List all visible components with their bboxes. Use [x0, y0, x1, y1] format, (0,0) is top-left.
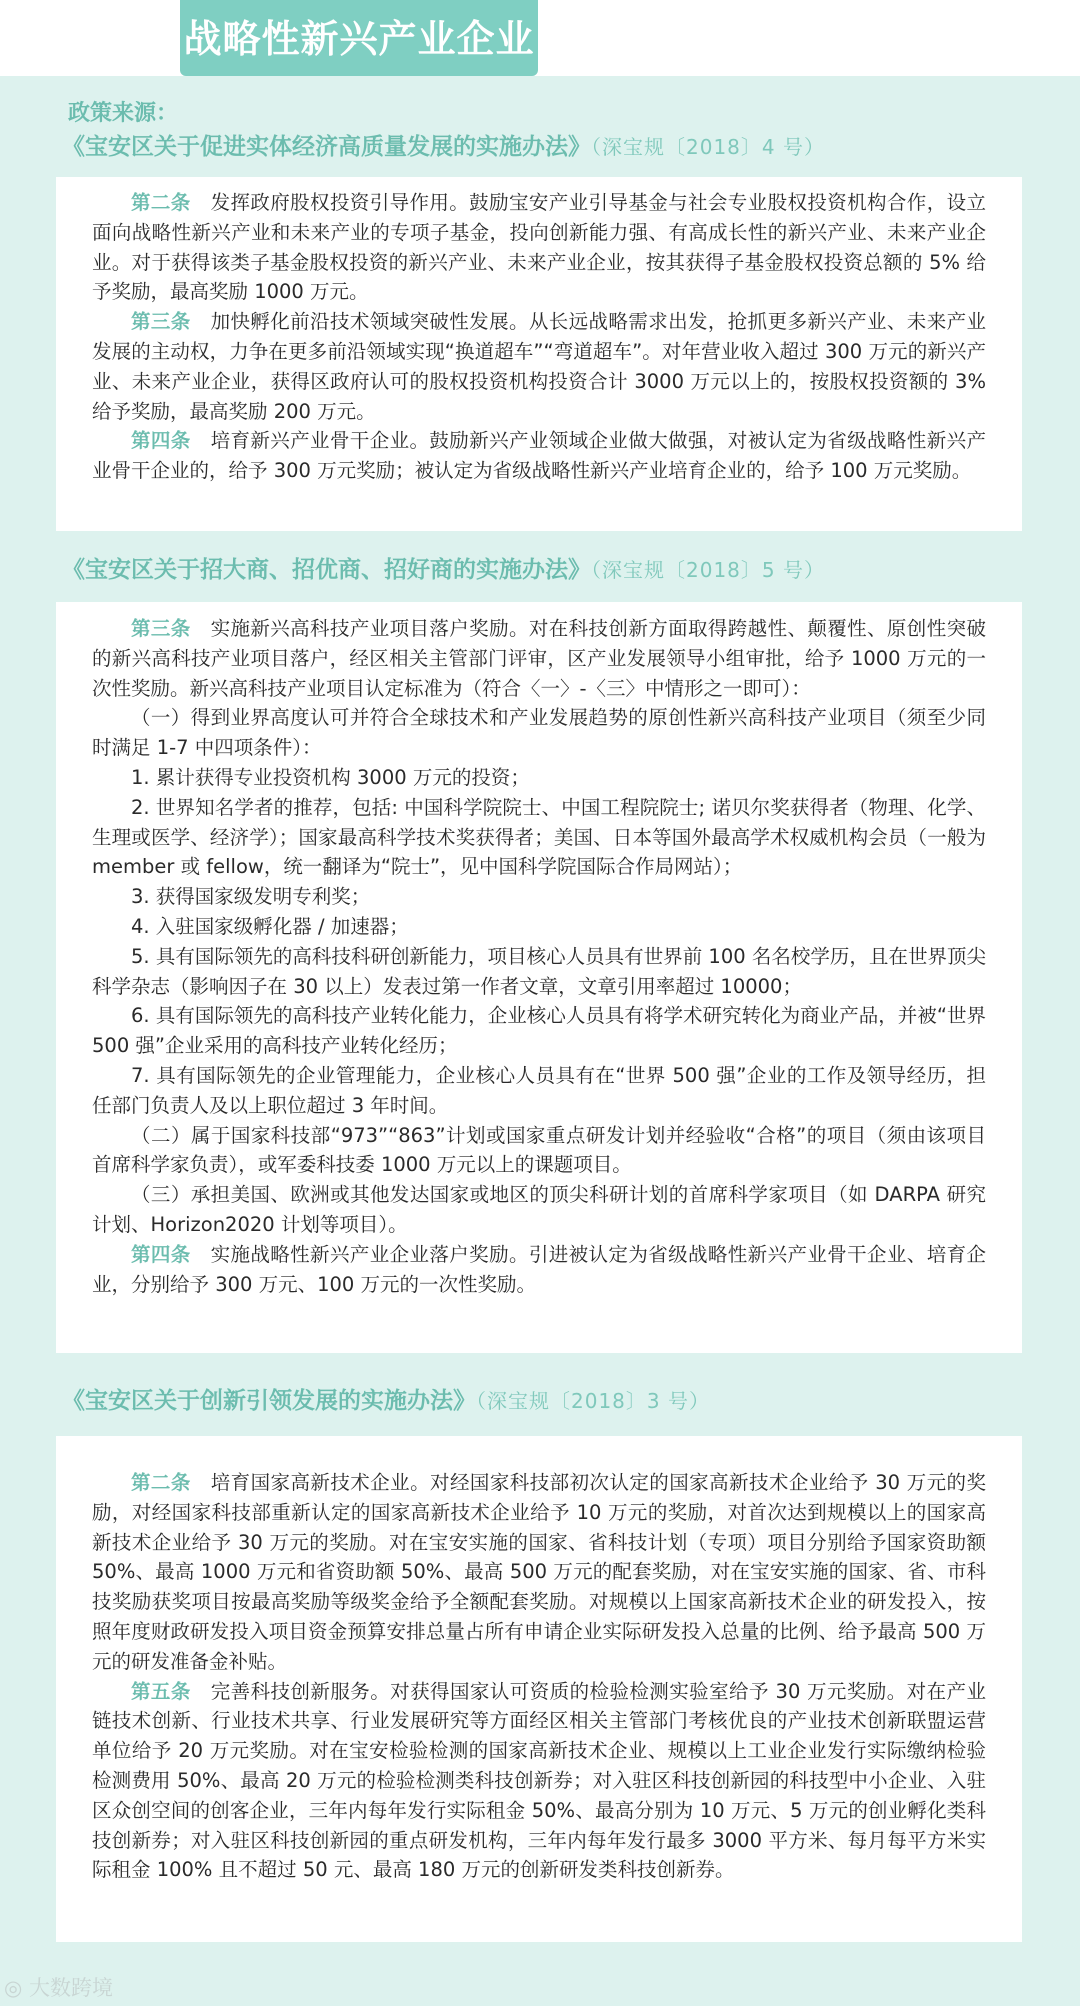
clause-text: 实施新兴高科技产业项目落户奖励。对在科技创新方面取得跨越性、颠覆性、原创性突破的新兴高科技产业项目落户，经区相关主管部门评审，区产业发展领导小组审批，给予 1000 万元的一次性奖励。新兴高科技产业项目认定标准为（符合〈一〉-〈三〉中情形之一即可）： [92, 617, 986, 700]
clause-item: 5. 具有国际领先的高科技科研创新能力，项目核心人员具有世界前 100 名名校学历，且在世界顶尖科学杂志（影响因子在 30 以上）发表过第一作者文章，文章引用率超过 10000； [92, 944, 986, 998]
clause-text: 实施战略性新兴产业企业落户奖励。引进被认定为省级战略性新兴产业骨干企业、培育企业，分别给予 300 万元、100 万元的一次性奖励。 [92, 1242, 986, 1296]
watermark-logo: ◎ 大数跨境 [4, 1976, 113, 2000]
article-label: 第二条 [131, 1471, 191, 1494]
article-label: 第四条 [131, 1242, 191, 1266]
clause [92, 1468, 986, 1677]
clause-item: （一）得到业界高度认可并符合全球技术和产业发展趋势的原创性新兴高科技产业项目（须至少同时满足 1-7 中四项条件）： [92, 706, 986, 760]
clause [92, 188, 986, 307]
clause [92, 1677, 986, 1886]
clause-item: 7. 具有国际领先的企业管理能力，企业核心人员具有在“世界 500 强”企业的工作及领导经历，担任部门负责人及以上职位超过 3 年时间。 [92, 1063, 986, 1117]
article-label: 第二条 [131, 191, 191, 214]
clause [92, 426, 986, 486]
policy-title-2 [62, 551, 825, 584]
clause-item: 2. 世界知名学者的推荐，包括: 中国科学院院士、中国工程院院士; 诺贝尔奖获得者（物理、化学、生理或医学、经济学）；国家最高科学技术奖获得者；美国、日本等国外最高学术权威机构会员（一般为 member 或 fellow，统一翻译为“院士”，见中国科学院国际合作局网站）； [92, 795, 986, 879]
clause-item: 6. 具有国际领先的高科技产业转化能力，企业核心人员具有将学术研究转化为商业产品，并被“世界 500 强”企业采用的高科技产业转化经历； [92, 1004, 986, 1058]
article-label: 第四条 [131, 429, 191, 453]
clause [92, 307, 986, 426]
watermark-text: 大数跨境 [29, 1976, 113, 2000]
clause [92, 614, 986, 703]
header-title: 战略性新兴产业企业 [180, 0, 538, 76]
article-label: 第三条 [131, 310, 191, 334]
clause-text: 培育新兴产业骨干企业。鼓励新兴产业领域企业做大做强，对被认定为省级战略性新兴产业骨干企业的，给予 300 万元奖励；被认定为省级战略性新兴产业培育企业的，给予 100 万元奖励。 [92, 429, 986, 483]
policy-doc-no-1: （深宝规〔2018〕4 号） [591, 135, 825, 159]
policy-doc-no-3: （深宝规〔2018〕3 号） [476, 1389, 710, 1413]
clause [92, 1240, 986, 1300]
top-strip [0, 0, 1080, 76]
policy-card-2 [56, 602, 1022, 1353]
article-label: 第五条 [131, 1679, 191, 1703]
clause-text: 完善科技创新服务。对获得国家认可资质的检验检测实验室给予 30 万元奖励。对在产业链技术创新、行业技术共享、行业发展研究等方面经区相关主管部门考核优良的产业技术创新联盟运营单位给予 20 万元奖励。对在宝安检验检测的国家高新技术企业、规模以上工业企业发行实际缴纳检验检测费用 50%、最高 20 万元的检验检测类科技创新券；对入驻区科技创新园的科技型中小企业、入驻区众创空间的创客企业，三年内每年发行实际租金 50%、最高分别为 10 万元、5 万元的创业孵化类科技创新券；对入驻区科技创新园的重点研发机构，三年内每年发行最多 3000 平方米、每月每平方米实际租金 100% 且不超过 50 元、最高 180 万元的创新研发类科技创新券。 [92, 1679, 986, 1882]
policy-title-1-name: 《宝安区关于促进实体经济高质量发展的实施办法》 [62, 134, 591, 160]
clause-text: 培育国家高新技术企业。对经国家科技部初次认定的国家高新技术企业给予 30 万元的奖励，对经国家科技部重新认定的国家高新技术企业给予 10 万元的奖励，对首次达到规模以上的国家高新技术企业给予 30 万元的奖励。对在宝安实施的国家、省科技计划（专项）项目分别给予国家资助额 50%、最高 1000 万元和省资助额 50%、最高 500 万元的配套奖励，对在宝安实施的国家、省、市科技奖励获奖项目按最高奖励等级奖金给予全额配套奖励。对规模以上国家高新技术企业的研发投入，按照年度财政研发投入项目资金预算安排总量占所有申请企业实际研发投入总量的比例、给予最高 500 万元的研发准备金补贴。 [92, 1471, 986, 1673]
policy-title-1 [62, 128, 825, 161]
policy-card-1 [56, 177, 1022, 531]
policy-title-3 [62, 1382, 710, 1415]
policy-title-3-name: 《宝安区关于创新引领发展的实施办法》 [62, 1388, 476, 1414]
article-label: 第三条 [131, 617, 191, 640]
clause-text: 发挥政府股权投资引导作用。鼓励宝安产业引导基金与社会专业股权投资机构合作，设立面向战略性新兴产业和未来产业的专项子基金，投向创新能力强、有高成长性的新兴产业、未来产业企业。对于获得该类子基金股权投资的新兴产业、未来产业企业，按其获得子基金股权投资总额的 5% 给予奖励，最高奖励 1000 万元。 [92, 191, 986, 304]
clause-text: 加快孵化前沿技术领域突破性发展。从长远战略需求出发，抢抓更多新兴产业、未来产业发展的主动权，力争在更多前沿领域实现“换道超车”“弯道超车”。对年营业收入超过 300 万元的新兴产业、未来产业企业，获得区政府认可的股权投资机构投资合计 3000 万元以上的，按股权投资额的 3% 给予奖励，最高奖励 200 万元。 [92, 310, 986, 423]
policy-doc-no-2: （深宝规〔2018〕5 号） [591, 558, 825, 582]
policy-card-3 [56, 1436, 1022, 1942]
clause-item: （二）属于国家科技部“973”“863”计划或国家重点研发计划并经验收“合格”的项目（须由该项目首席科学家负责），或军委科技委 1000 万元以上的课题项目。 [92, 1123, 986, 1177]
policy-source-label: 政策来源： [68, 101, 179, 126]
clause-item: 1. 累计获得专业投资机构 3000 万元的投资； [131, 765, 530, 789]
clause-item: 4. 入驻国家级孵化器 / 加速器； [131, 914, 409, 938]
clause-item: 3. 获得国家级发明专利奖； [131, 885, 371, 909]
clause-item: （三）承担美国、欧洲或其他发达国家或地区的顶尖科研计划的首席科学家项目（如 DARPA 研究计划、Horizon2020 计划等项目）。 [92, 1183, 986, 1236]
policy-title-2-name: 《宝安区关于招大商、招优商、招好商的实施办法》 [62, 557, 591, 583]
